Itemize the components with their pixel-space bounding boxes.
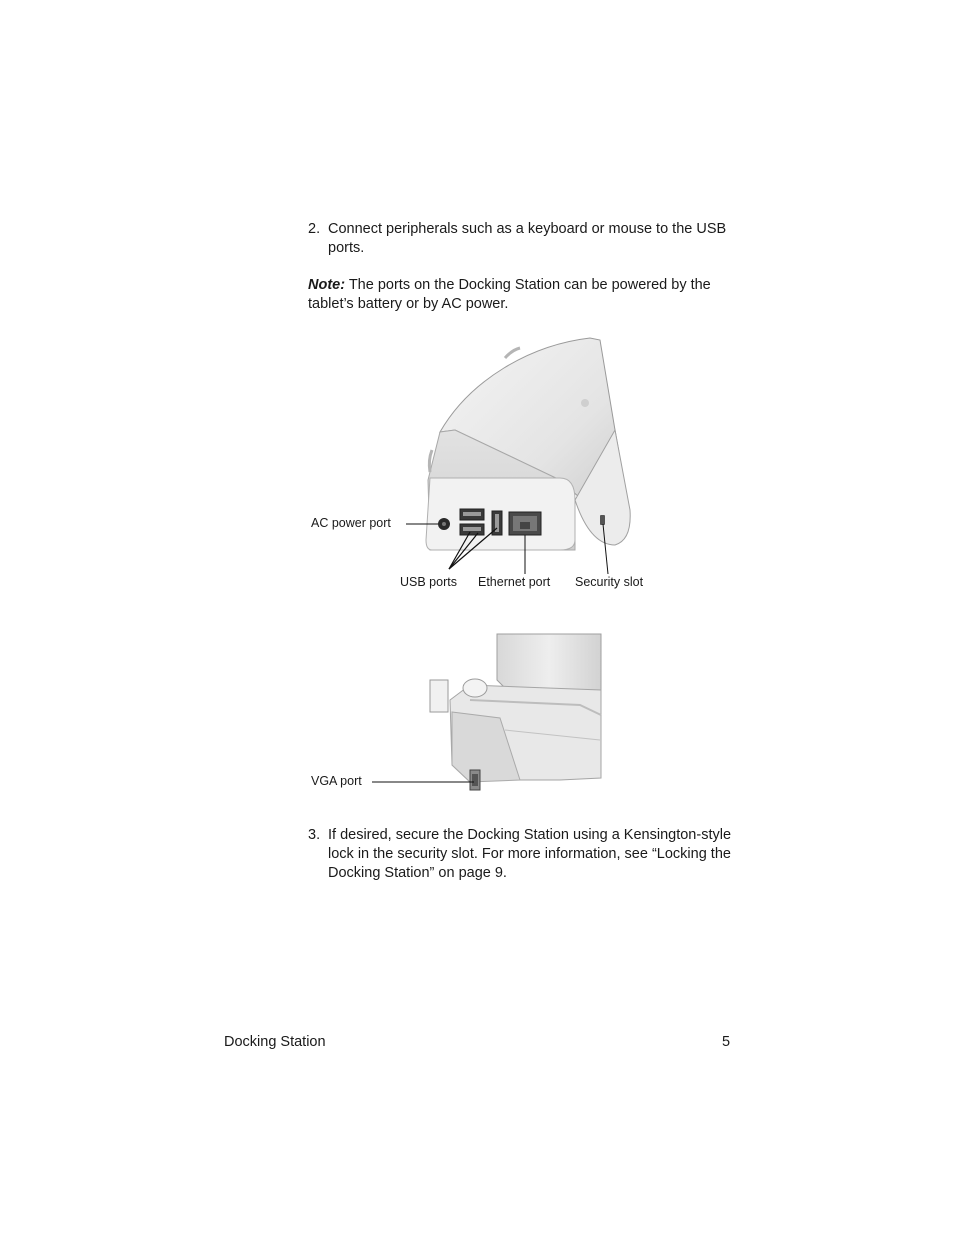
label-usb-ports: USB ports: [400, 575, 457, 589]
security-slot: [600, 515, 605, 525]
footer-page-number: 5: [722, 1034, 731, 1050]
step-number: 2.: [308, 221, 321, 237]
step-text: Connect peripherals such as a keyboard or mouse to the USB ports.: [328, 221, 727, 256]
label-ethernet-port: Ethernet port: [478, 575, 551, 589]
label-vga-port: VGA port: [311, 774, 362, 788]
label-ac-power-port: AC power port: [311, 516, 391, 530]
note-text: The ports on the Docking Station can be powered by the tablet’s battery or by AC power.: [308, 277, 711, 312]
step-number: 3.: [308, 827, 321, 843]
indicator-dot: [581, 399, 589, 407]
label-security-slot: Security slot: [575, 575, 644, 589]
footer-title: Docking Station: [224, 1034, 326, 1050]
docking-station-vga-illustration: [418, 634, 601, 790]
step-text: If desired, secure the Docking Station using a Kensington-style lock in the security slot. For more information, see “Locking the Docking Station” on page 9.: [328, 827, 732, 881]
step-3: [308, 826, 738, 886]
note-label: Note:: [308, 277, 346, 293]
